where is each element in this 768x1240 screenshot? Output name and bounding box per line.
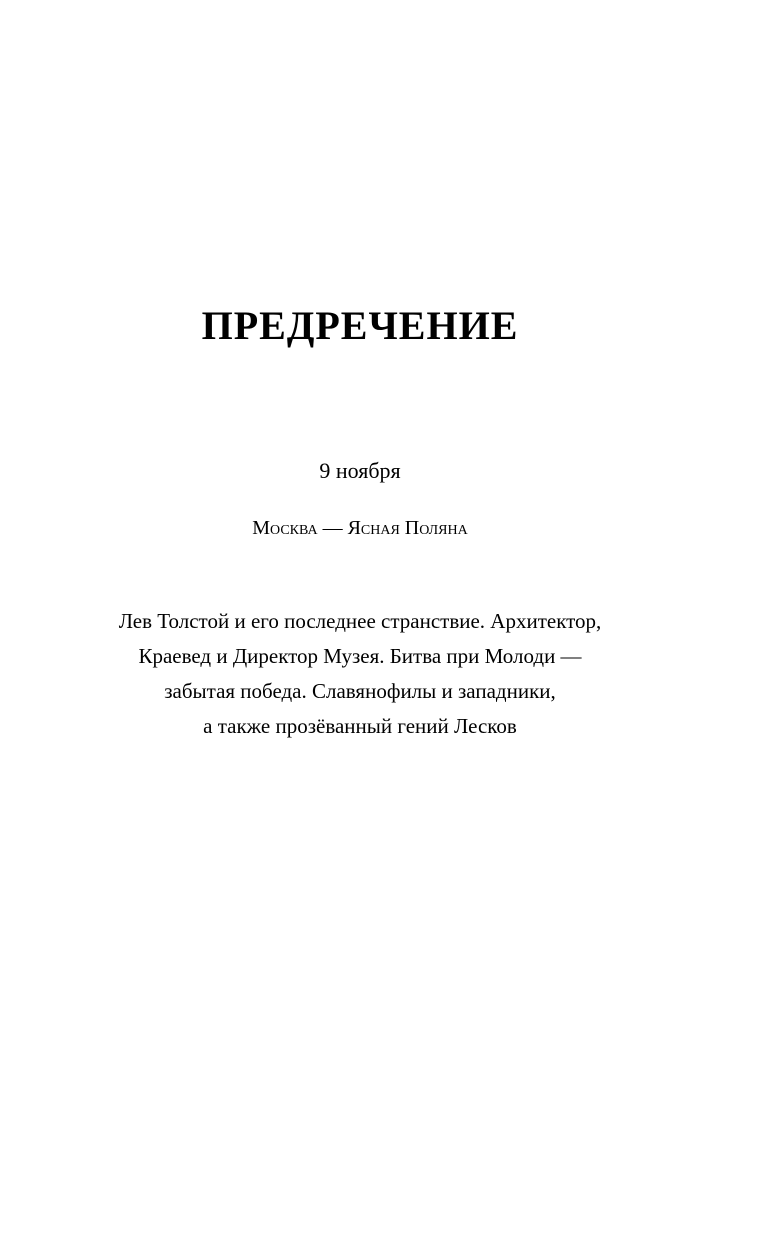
summary-line: забытая победа. Славянофилы и западники, <box>164 679 556 703</box>
chapter-title: ПРЕДРЕЧЕНИЕ <box>201 303 519 348</box>
summary-line: Краевед и Директор Музея. Битва при Молоди — <box>138 644 582 668</box>
chapter-route: Москва — Ясная Поляна <box>252 517 468 539</box>
chapter-summary <box>0 604 720 744</box>
chapter-date: 9 ноября <box>319 458 401 483</box>
summary-line: Лев Толстой и его последнее странствие. Архитектор, <box>118 609 602 633</box>
summary-line: а также прозёванный гений Лесков <box>203 714 517 738</box>
